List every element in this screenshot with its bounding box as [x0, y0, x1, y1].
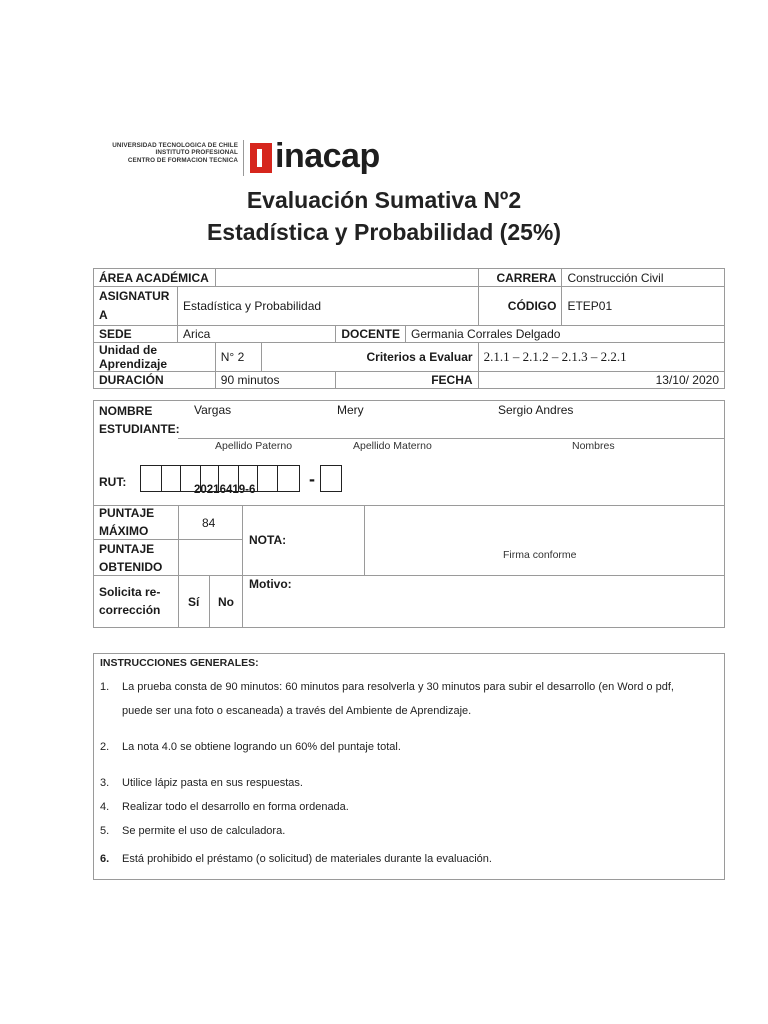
criterios-value: 2.1.1 – 2.1.2 – 2.1.3 – 2.2.1	[478, 343, 724, 372]
motivo-label: Motivo:	[249, 577, 292, 591]
course-info-table	[93, 268, 725, 389]
area-value	[215, 269, 478, 287]
nota-label: NOTA:	[249, 533, 287, 547]
puntaje-maximo-label	[99, 504, 154, 540]
sede-label: SEDE	[94, 326, 178, 343]
recorreccion-label	[99, 583, 160, 619]
docente-label: DOCENTE	[336, 326, 406, 343]
document-subtitle: Estadística y Probabilidad (25%)	[206, 219, 562, 245]
puntaje-obtenido-label-line2: OBTENIDO	[99, 560, 163, 574]
institution-logo	[80, 132, 400, 184]
no-col-divider	[242, 575, 243, 628]
duracion-label: DURACIÓN	[94, 372, 216, 389]
recorreccion-label-line2: corrección	[99, 603, 161, 617]
rut-label: RUT:	[99, 475, 127, 489]
rut-digit-box[interactable]	[161, 465, 181, 492]
apellido-materno-caption: Apellido Materno	[353, 440, 432, 452]
instruction-number-2: 2.	[100, 741, 110, 753]
university-name-lines	[88, 142, 238, 164]
score-divider	[94, 575, 724, 576]
asignatura-value: Estadística y Probabilidad	[177, 287, 478, 326]
carrera-label: CARRERA	[478, 269, 562, 287]
nombres-value[interactable]: Sergio Andres	[498, 403, 574, 417]
apellido-paterno-value[interactable]: Vargas	[194, 403, 232, 417]
fecha-label: FECHA	[336, 372, 478, 389]
apellido-materno-value[interactable]: Mery	[337, 403, 364, 417]
sede-value: Arica	[177, 326, 335, 343]
unidad-label: Unidad de Aprendizaje	[94, 343, 216, 372]
nombres-caption: Nombres	[572, 440, 615, 452]
student-name-label	[99, 402, 180, 438]
instruction-item-5	[100, 824, 285, 838]
asignatura-label-line1: ASIGNATUR	[99, 289, 170, 303]
instruction-number-1: 1.	[100, 681, 110, 693]
value-col-divider	[242, 505, 243, 575]
instruction-text-6: Está prohibido el préstamo (o solicitud) de materiales durante la evaluación.	[122, 853, 492, 865]
motivo-field[interactable]	[244, 594, 722, 626]
instruction-item-3	[100, 776, 303, 790]
info-row-asignatura	[94, 287, 725, 326]
brand-name: inacap	[275, 137, 380, 175]
logo-separator	[243, 140, 244, 176]
firma-caption: Firma conforme	[503, 549, 577, 561]
puntaje-obtenido-label-line1: PUNTAJE	[99, 542, 155, 556]
info-row-unidad	[94, 343, 725, 372]
university-line-1: UNIVERSIDAD TECNOLOGICA DE CHILE	[112, 142, 238, 149]
unidad-value: N° 2	[215, 343, 261, 372]
student-section	[93, 400, 725, 628]
instructions-section	[93, 653, 725, 880]
info-row-area	[94, 269, 725, 287]
university-line-3: CENTRO DE FORMACION TECNICA	[127, 156, 238, 164]
instruction-number-6: 6.	[100, 853, 110, 865]
apellido-paterno-caption: Apellido Paterno	[215, 440, 293, 452]
info-row-duracion	[94, 372, 725, 389]
rut-verifier-box[interactable]	[320, 465, 342, 492]
document-title: Evaluación Sumativa Nº2	[246, 187, 522, 213]
docente-value: Germania Corrales Delgado	[406, 326, 725, 343]
fecha-value: 13/10/ 2020	[478, 372, 724, 389]
instruction-item-4	[100, 800, 349, 814]
instruction-number-5: 5.	[100, 825, 110, 837]
si-col-divider	[209, 575, 210, 628]
instruction-item-1	[100, 680, 718, 694]
rut-digit-box[interactable]	[257, 465, 278, 492]
info-row-sede	[94, 326, 725, 343]
instruction-text-4: Realizar todo el desarrollo en forma ordenada.	[122, 801, 349, 813]
instructions-heading: INSTRUCCIONES GENERALES:	[100, 657, 259, 669]
asignatura-label	[94, 287, 178, 326]
recorreccion-label-line1: Solicita re-	[99, 585, 161, 599]
rut-value[interactable]: 20216419-6	[194, 484, 256, 496]
puntaje-maximo-label-line1: PUNTAJE	[99, 506, 155, 520]
instruction-item-1-continued: puede ser una foto o escaneada) a través del Ambiente de Aprendizaje.	[122, 705, 472, 717]
no-option[interactable]: No	[218, 595, 234, 609]
student-name-label-line2: ESTUDIANTE:	[99, 422, 180, 436]
asignatura-label-line2: A	[99, 308, 108, 322]
criterios-label: Criterios a Evaluar	[261, 343, 478, 372]
instruction-text-1: La prueba consta de 90 minutos: 60 minutos para resolverla y 30 minutos para subir el desarrollo (en Word o pdf,	[122, 681, 674, 693]
instruction-item-2	[100, 740, 401, 754]
carrera-value: Construcción Civil	[562, 269, 725, 287]
rut-digit-box[interactable]	[140, 465, 162, 492]
puntaje-obtenido-label	[99, 540, 162, 576]
duracion-value: 90 minutos	[215, 372, 336, 389]
si-option[interactable]: Sí	[188, 595, 200, 609]
instruction-item-6	[100, 852, 492, 866]
inacap-mark-icon	[250, 143, 272, 173]
area-label: ÁREA ACADÉMICA	[94, 269, 216, 287]
puntaje-maximo-value: 84	[202, 516, 216, 530]
codigo-label: CÓDIGO	[478, 287, 562, 326]
rut-digit-box[interactable]	[277, 465, 300, 492]
name-divider	[178, 438, 724, 439]
instruction-number-3: 3.	[100, 777, 110, 789]
instruction-number-4: 4.	[100, 801, 110, 813]
signature-field[interactable]	[365, 506, 724, 574]
rut-dash: -	[309, 469, 315, 489]
student-name-label-line1: NOMBRE	[99, 404, 153, 418]
instruction-text-3: Utilice lápiz pasta en sus respuestas.	[122, 777, 303, 789]
codigo-value: ETEP01	[562, 287, 725, 326]
instruction-text-2: La nota 4.0 se obtiene logrando un 60% del puntaje total.	[122, 741, 401, 753]
instruction-text-5: Se permite el uso de calculadora.	[122, 825, 286, 837]
puntaje-obtenido-field[interactable]	[179, 540, 241, 574]
university-line-2: INSTITUTO PROFESIONAL	[155, 149, 238, 157]
puntaje-maximo-label-line2: MÁXIMO	[99, 524, 149, 538]
